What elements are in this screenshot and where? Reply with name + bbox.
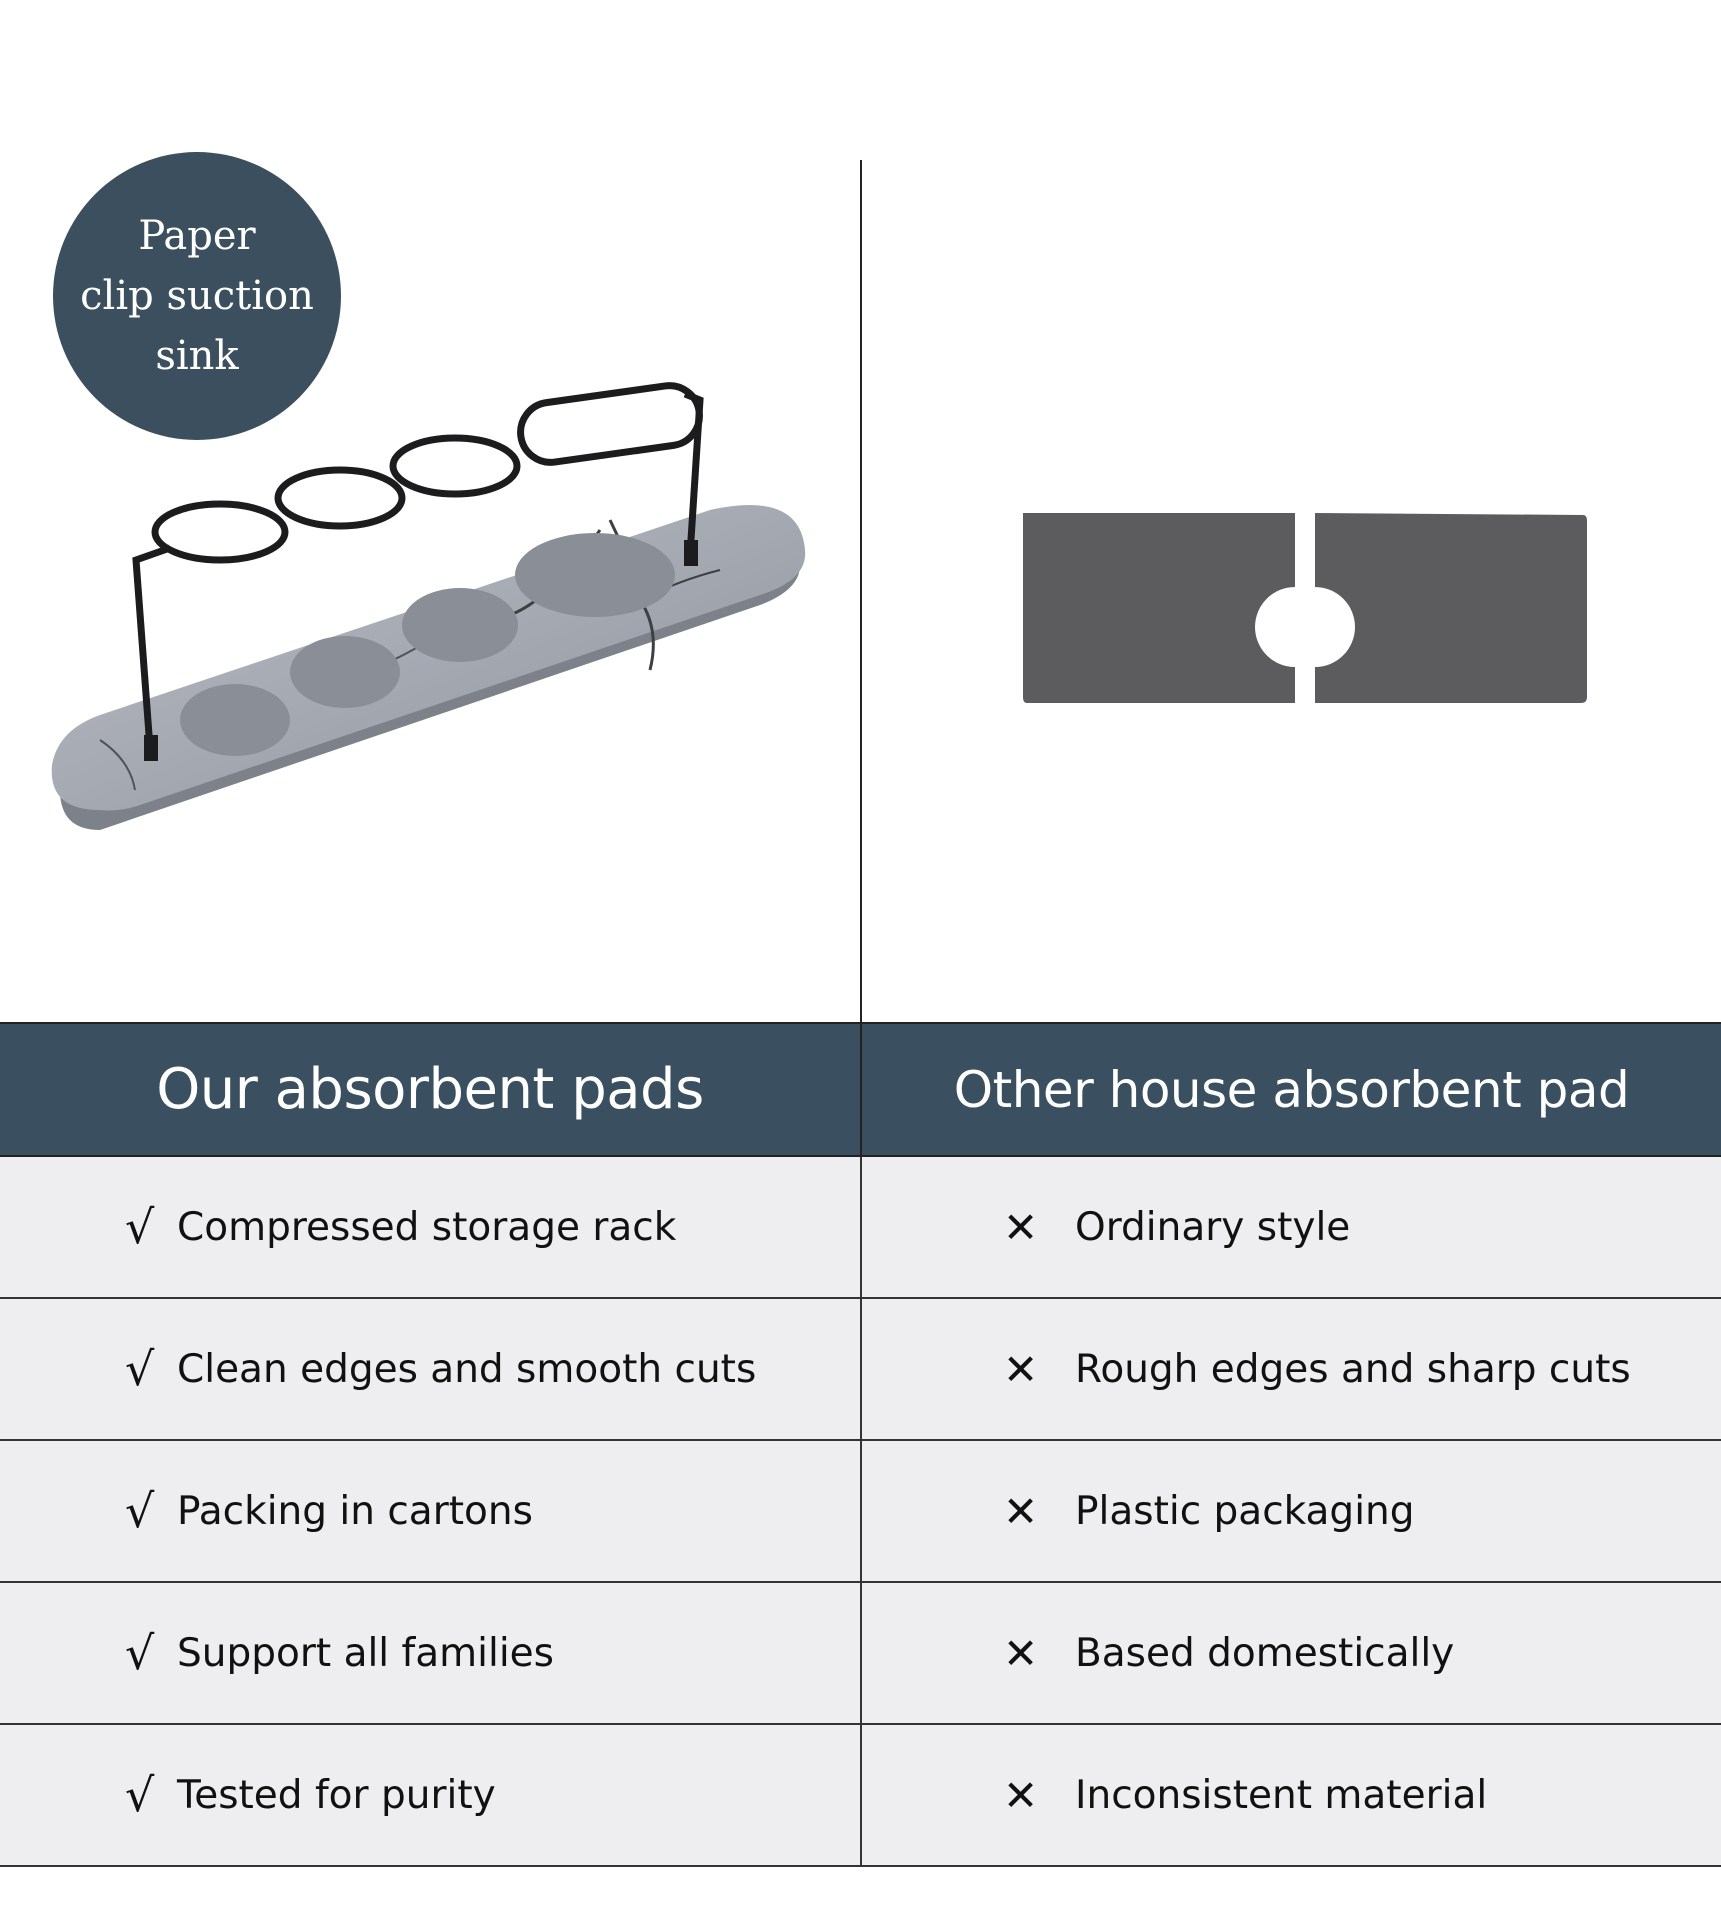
our-feature-text: Packing in cartons	[177, 1488, 533, 1534]
row-divider	[860, 1157, 862, 1297]
cross-icon: ✕	[1003, 1770, 1039, 1820]
our-feature-cell	[125, 1157, 676, 1297]
our-feature-cell	[125, 1725, 496, 1865]
table-row	[0, 1299, 1721, 1441]
our-feature-text: Compressed storage rack	[177, 1204, 677, 1250]
check-icon: √	[125, 1626, 155, 1680]
image-divider	[860, 160, 862, 1022]
cross-icon: ✕	[1003, 1344, 1039, 1394]
other-feature-text: Ordinary style	[1075, 1204, 1351, 1250]
other-feature-cell	[1003, 1441, 1415, 1581]
badge-line-2: clip suction	[80, 273, 314, 319]
other-feature-cell	[1003, 1299, 1631, 1439]
check-icon: √	[125, 1200, 155, 1254]
other-feature-text: Based domestically	[1075, 1630, 1455, 1676]
other-feature-text: Rough edges and sharp cuts	[1075, 1346, 1631, 1392]
our-feature-text: Support all families	[177, 1630, 554, 1676]
row-divider	[860, 1441, 862, 1581]
other-feature-cell	[1003, 1157, 1350, 1297]
gray-split-pad-image	[1015, 505, 1595, 710]
comparison-table	[0, 1157, 1721, 1867]
check-icon: √	[125, 1768, 155, 1822]
cross-icon: ✕	[1003, 1628, 1039, 1678]
marble-tray-rack-image	[40, 380, 820, 840]
header-other-pad: Other house absorbent pad	[953, 1060, 1630, 1119]
table-row	[0, 1157, 1721, 1299]
row-divider	[860, 1725, 862, 1865]
our-feature-text: Tested for purity	[177, 1772, 496, 1818]
check-icon: √	[125, 1484, 155, 1538]
our-feature-cell	[125, 1299, 756, 1439]
our-feature-text: Clean edges and smooth cuts	[177, 1346, 757, 1392]
table-row	[0, 1583, 1721, 1725]
other-feature-text: Plastic packaging	[1075, 1488, 1415, 1534]
row-divider	[860, 1299, 862, 1439]
other-feature-text: Inconsistent material	[1075, 1772, 1488, 1818]
check-icon: √	[125, 1342, 155, 1396]
cross-icon: ✕	[1003, 1202, 1039, 1252]
row-divider	[860, 1583, 862, 1723]
badge-line-3: sink	[155, 333, 239, 379]
header-our-pads: Our absorbent pads	[156, 1057, 704, 1122]
cross-icon: ✕	[1003, 1486, 1039, 1536]
table-row	[0, 1725, 1721, 1867]
table-row	[0, 1441, 1721, 1583]
our-feature-cell	[125, 1441, 533, 1581]
our-feature-cell	[125, 1583, 554, 1723]
comparison-header	[0, 1022, 1721, 1157]
other-feature-cell	[1003, 1725, 1487, 1865]
other-feature-cell	[1003, 1583, 1454, 1723]
badge-line-1: Paper	[138, 213, 256, 259]
